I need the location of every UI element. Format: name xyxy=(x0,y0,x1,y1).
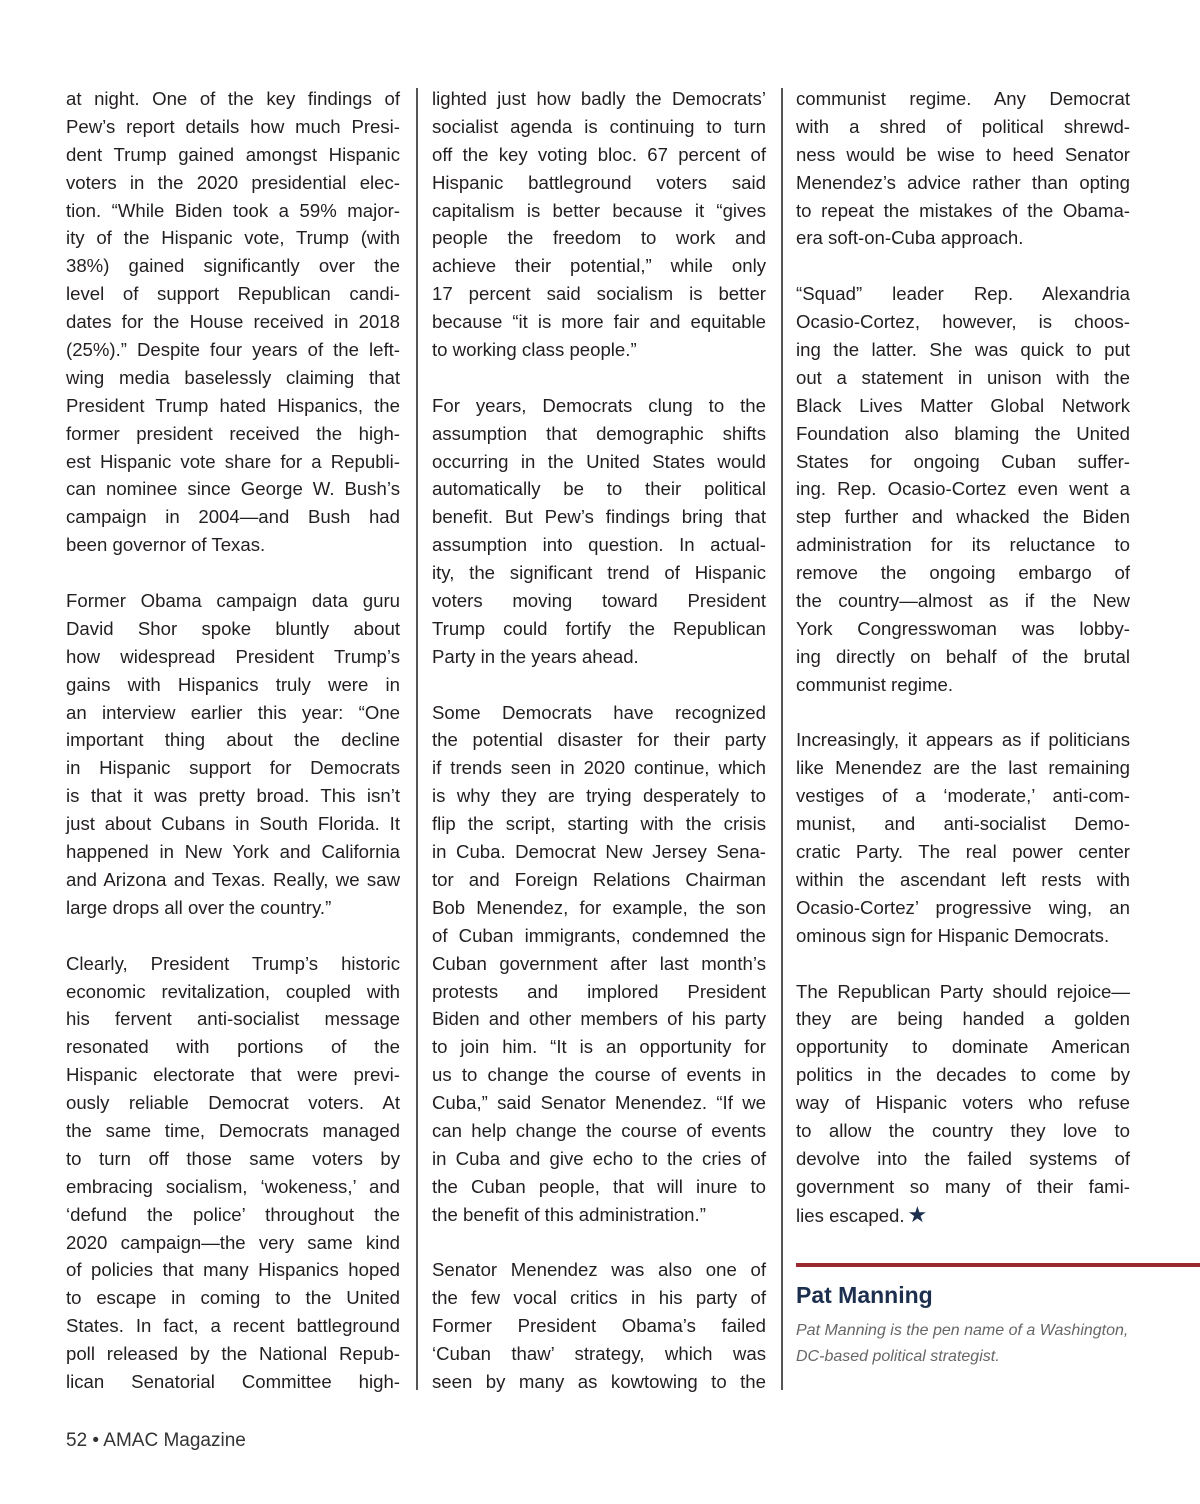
text-line: flip the script, starting with the crisis xyxy=(432,813,766,835)
text-line: communist regime. Any Democrat xyxy=(796,88,1130,109)
text-line: of Cuban immigrants, condemned the xyxy=(432,924,766,946)
author-bio: Pat Manning is the pen name of a Washington, DC-based political strategist. xyxy=(796,1322,1129,1365)
text-line: 2020 campaign—the very same kind xyxy=(66,1231,400,1253)
text-line: The Republican Party should rejoice— xyxy=(796,980,1130,1002)
text-line: important thing about the decline xyxy=(66,729,400,751)
text-line: ominous sign for Hispanic Democrats. xyxy=(796,924,1110,946)
text-line: just about Cubans in South Florida. It xyxy=(66,813,400,835)
text-line: way of Hispanic voters who refuse xyxy=(796,1092,1130,1114)
text-line: the potential disaster for their party xyxy=(432,729,766,751)
text-line: occurring in the United States would xyxy=(432,450,766,472)
text-line: the few vocal critics in his party of xyxy=(432,1287,766,1309)
text-line: assumption into question. In actual- xyxy=(432,534,766,556)
text-line: tor and Foreign Relations Chairman xyxy=(432,868,766,890)
text-line: York Congresswoman was lobby- xyxy=(796,617,1130,639)
author-divider-rule xyxy=(796,1263,1200,1267)
text-line: former president received the high- xyxy=(66,422,400,444)
text-line: happened in New York and California xyxy=(66,841,400,863)
paragraph xyxy=(432,85,766,364)
text-line: to allow the country they love to xyxy=(796,1119,1130,1141)
paragraph-gap xyxy=(432,671,766,699)
text-line: ing the latter. She was quick to put xyxy=(796,339,1130,361)
paragraph xyxy=(796,280,1130,698)
text-line: David Shor spoke bluntly about xyxy=(66,617,400,639)
paragraph xyxy=(796,978,1130,1229)
text-line: Cuba,” said Senator Menendez. “If we xyxy=(432,1092,766,1114)
text-line: us to change the course of events in xyxy=(432,1064,766,1086)
text-line: because “it is more fair and equitable xyxy=(432,311,766,333)
text-line: administration for its reluctance to xyxy=(796,534,1130,556)
text-line: Some Democrats have recognized xyxy=(432,701,766,723)
text-line: Pew’s report details how much Presi- xyxy=(66,115,400,137)
text-line: is why they are trying desperately to xyxy=(432,785,766,807)
text-line: est Hispanic vote share for a Republi- xyxy=(66,450,400,472)
article-column-1 xyxy=(66,85,400,1396)
paragraph-gap xyxy=(796,950,1130,978)
text-line: large drops all over the country.” xyxy=(66,896,332,918)
text-line: devolve into the failed systems of xyxy=(796,1147,1130,1169)
text-line: Ocasio-Cortez’ progressive wing, an xyxy=(796,896,1130,918)
text-line: if trends seen in 2020 continue, which xyxy=(432,757,766,779)
text-line: to working class people.” xyxy=(432,339,637,361)
text-line: government so many of their fami- xyxy=(796,1175,1130,1197)
text-line: Clearly, President Trump’s historic xyxy=(66,952,400,974)
text-line: like Menendez are the last remaining xyxy=(796,757,1130,779)
text-line: (25%).” Despite four years of the left- xyxy=(66,339,400,361)
text-line: politics in the decades to come by xyxy=(796,1064,1130,1086)
paragraph xyxy=(796,726,1130,949)
end-star-icon: ★ xyxy=(907,1201,928,1227)
text-line: Bob Menendez, for example, the son xyxy=(432,896,766,918)
paragraph xyxy=(432,392,766,671)
text-line: ity, the significant trend of Hispanic xyxy=(432,562,766,584)
text-line: tion. “While Biden took a 59% major- xyxy=(66,199,400,221)
text-line: at night. One of the key findings of xyxy=(66,88,400,109)
text-line: the country—almost as if the New xyxy=(796,590,1130,612)
text-line: munist, and anti-socialist Demo- xyxy=(796,813,1130,835)
text-line: in Hispanic support for Democrats xyxy=(66,757,400,779)
text-line: within the ascendant left rests with xyxy=(796,868,1130,890)
text-line: cratic Party. The real power center xyxy=(796,841,1130,863)
text-line: voters moving toward President xyxy=(432,590,766,612)
text-line: ‘Cuban thaw’ strategy, which was xyxy=(432,1343,766,1365)
text-line: Menendez’s advice rather than opting xyxy=(796,171,1130,193)
text-line: with a shred of political shrewd- xyxy=(796,115,1130,137)
text-line: ‘defund the police’ throughout the xyxy=(66,1203,400,1225)
paragraph-gap xyxy=(796,699,1130,727)
text-line: in Cuba and give echo to the cries of xyxy=(432,1147,766,1169)
text-line: of policies that many Hispanics hoped xyxy=(66,1259,400,1281)
text-line: achieve their potential,” while only xyxy=(432,255,766,277)
text-line: Party in the years ahead. xyxy=(432,645,639,667)
text-line: Biden and other members of his party xyxy=(432,1008,766,1030)
text-line: vestiges of a ‘moderate,’ anti-com- xyxy=(796,785,1130,807)
text-line: President Trump hated Hispanics, the xyxy=(66,394,400,416)
text-line: voters in the 2020 presidential elec- xyxy=(66,171,400,193)
text-line: Senator Menendez was also one of xyxy=(432,1259,766,1281)
text-line: resonated with portions of the xyxy=(66,1036,400,1058)
text-line: ing. Rep. Ocasio-Cortez even went a xyxy=(796,478,1130,500)
text-line: Ocasio-Cortez, however, is choos- xyxy=(796,311,1130,333)
text-line: lighted just how badly the Democrats’ xyxy=(432,88,766,109)
text-line: poll released by the National Repub- xyxy=(66,1343,400,1365)
text-line: States for ongoing Cuban suffer- xyxy=(796,450,1130,472)
text-line: Hispanic electorate that were previ- xyxy=(66,1064,400,1086)
column-divider xyxy=(416,88,418,1390)
paragraph xyxy=(432,1256,766,1395)
text-line: can nominee since George W. Bush’s xyxy=(66,478,400,500)
article-column-2 xyxy=(432,85,766,1396)
text-line: remove the ongoing embargo of xyxy=(796,562,1130,584)
text-line: economic revitalization, coupled with xyxy=(66,980,400,1002)
paragraph-gap xyxy=(432,1229,766,1257)
text-line: ness would be wise to heed Senator xyxy=(796,143,1130,165)
text-line: off the key voting bloc. 67 percent of xyxy=(432,143,766,165)
text-line: how widespread President Trump’s xyxy=(66,645,400,667)
text-line: Hispanic battleground voters said xyxy=(432,171,766,193)
text-line: Foundation also blaming the United xyxy=(796,422,1130,444)
text-line: lican Senatorial Committee high- xyxy=(66,1370,400,1392)
paragraph xyxy=(432,699,766,1229)
paragraph xyxy=(66,950,400,1396)
text-line: Black Lives Matter Global Network xyxy=(796,394,1130,416)
article-column-3 xyxy=(796,85,1130,1229)
text-line: lies escaped. ★ xyxy=(796,1201,928,1227)
text-line: communist regime. xyxy=(796,673,954,695)
text-line: States. In fact, a recent battleground xyxy=(66,1315,400,1337)
text-line: Former President Obama’s failed xyxy=(432,1315,766,1337)
text-line: to escape in coming to the United xyxy=(66,1287,400,1309)
text-line: opportunity to dominate American xyxy=(796,1036,1130,1058)
text-line: capitalism is better because it “gives xyxy=(432,199,766,221)
text-line: the same time, Democrats managed xyxy=(66,1119,400,1141)
text-line: the benefit of this administration.” xyxy=(432,1203,706,1225)
text-line: embracing socialism, ‘wokeness,’ and xyxy=(66,1175,400,1197)
paragraph-gap xyxy=(432,364,766,392)
text-line: wing media baselessly claiming that xyxy=(66,366,400,388)
text-line: assumption that demographic shifts xyxy=(432,422,766,444)
text-line: his fervent anti-socialist message xyxy=(66,1008,400,1030)
paragraph xyxy=(796,85,1130,252)
text-line: seen by many as kowtowing to the xyxy=(432,1370,766,1392)
text-line: an interview earlier this year: “One xyxy=(66,701,400,723)
text-line: campaign in 2004—and Bush had xyxy=(66,506,400,528)
paragraph-gap xyxy=(66,559,400,587)
text-line: Former Obama campaign data guru xyxy=(66,590,400,612)
text-line: Increasingly, it appears as if politicians xyxy=(796,729,1130,751)
text-line: era soft-on-Cuba approach. xyxy=(796,227,1024,249)
text-line: the Cuban people, that will inure to xyxy=(432,1175,766,1197)
text-line: ing directly on behalf of the brutal xyxy=(796,645,1130,667)
paragraph-gap xyxy=(796,252,1130,280)
text-line: to repeat the mistakes of the Obama- xyxy=(796,199,1130,221)
text-line: 17 percent said socialism is better xyxy=(432,283,766,305)
text-line: can help change the course of events xyxy=(432,1119,766,1141)
text-line: automatically be to their political xyxy=(432,478,766,500)
text-line: in Cuba. Democrat New Jersey Sena- xyxy=(432,841,766,863)
author-name: Pat Manning xyxy=(796,1282,933,1308)
paragraph xyxy=(66,587,400,922)
text-line: socialist agenda is continuing to turn xyxy=(432,115,766,137)
text-line: gains with Hispanics truly were in xyxy=(66,673,400,695)
text-line: and Arizona and Texas. Really, we saw xyxy=(66,868,400,890)
text-line: dent Trump gained amongst Hispanic xyxy=(66,143,400,165)
text-line: step further and whacked the Biden xyxy=(796,506,1130,528)
text-line: dates for the House received in 2018 xyxy=(66,311,400,333)
text-line: 38%) gained significantly over the xyxy=(66,255,400,277)
column-divider xyxy=(781,88,783,1390)
text-line: out a statement in unison with the xyxy=(796,366,1130,388)
paragraph-gap xyxy=(66,922,400,950)
text-line: ity of the Hispanic vote, Trump (with xyxy=(66,227,400,249)
text-line: For years, Democrats clung to the xyxy=(432,394,766,416)
text-line: people the freedom to work and xyxy=(432,227,766,249)
text-line: to join him. “It is an opportunity for xyxy=(432,1036,766,1058)
text-line: level of support Republican candi- xyxy=(66,283,400,305)
text-line: to turn off those same voters by xyxy=(66,1147,400,1169)
text-line: is that it was pretty broad. This isn’t xyxy=(66,785,400,807)
paragraph xyxy=(66,85,400,559)
text-line: “Squad” leader Rep. Alexandria xyxy=(796,283,1130,305)
text-line: ously reliable Democrat voters. At xyxy=(66,1092,400,1114)
text-line: protests and implored President xyxy=(432,980,766,1002)
text-line: benefit. But Pew’s findings bring that xyxy=(432,506,766,528)
text-line: Trump could fortify the Republican xyxy=(432,617,766,639)
text-line: Cuban government after last month’s xyxy=(432,952,766,974)
page-footer: 52 • AMAC Magazine xyxy=(66,1430,246,1451)
text-line: been governor of Texas. xyxy=(66,534,266,556)
text-line: they are being handed a golden xyxy=(796,1008,1130,1030)
